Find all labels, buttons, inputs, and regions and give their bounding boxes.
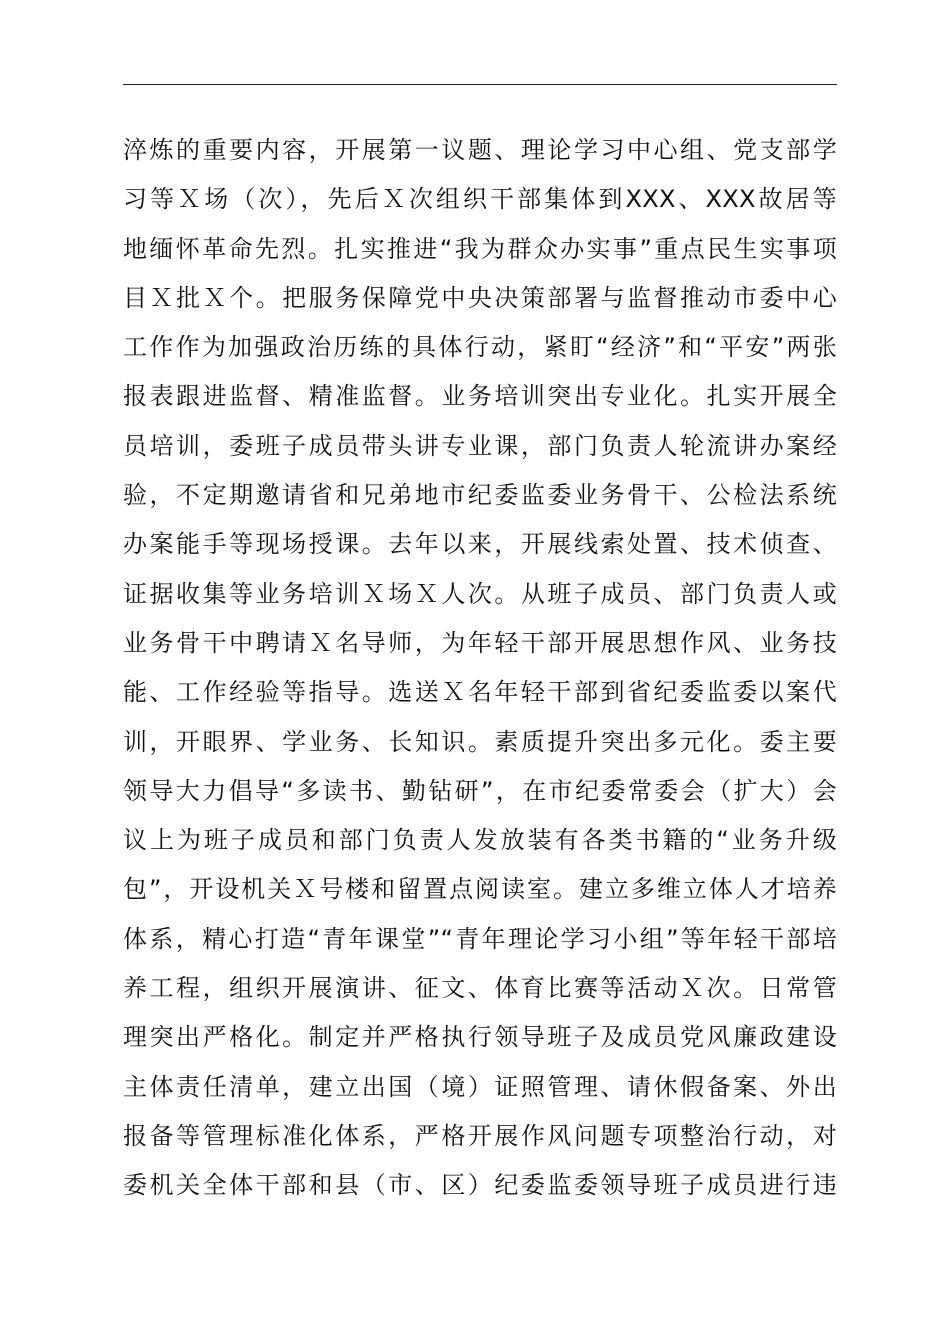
body-paragraph (123, 126, 837, 1211)
text-line: 业务骨干中聘请Ｘ名导师，为年轻干部开展思想作风、业务技 (123, 628, 837, 657)
text-line: 淬炼的重要内容，开展第一议题、理论学习中心组、党支部学 (123, 136, 837, 164)
text-line: 证据收集等业务培训Ｘ场Ｘ人次。从班子成员、部门负责人或 (123, 579, 837, 608)
text-line: 地缅怀革命先烈。扎实推进“我为群众办实事”重点民生实事项 (123, 234, 837, 263)
text-line: 领导大力倡导“多读书、勤钻研”，在市纪委常委会（扩大）会 (123, 776, 837, 805)
text-line: 委机关全体干部和县（市、区）纪委监委领导班子成员进行违 (123, 1171, 837, 1200)
header-rule (123, 84, 837, 85)
text-line: 养工程，组织开展演讲、征文、体育比赛等活动Ｘ次。日常管 (123, 974, 837, 1003)
text-line: 员培训，委班子成员带头讲专业课，部门负责人轮流讲办案经 (123, 431, 837, 460)
text-line: 工作作为加强政治历练的具体行动，紧盯“经济”和“平安”两张 (123, 333, 837, 362)
text-line: 办案能手等现场授课。去年以来，开展线索处置、技术侦查、 (123, 530, 837, 559)
text-line: 包”，开设机关Ｘ号楼和留置点阅读室。建立多维立体人才培养 (123, 875, 837, 904)
text-line: 议上为班子成员和部门负责人发放装有各类书籍的“业务升级 (123, 826, 837, 855)
text-line: 理突出严格化。制定并严格执行领导班子及成员党风廉政建设 (123, 1023, 837, 1052)
text-line: 报表跟进监督、精准监督。业务培训突出专业化。扎实开展全 (123, 382, 837, 411)
text-line: 主体责任清单，建立出国（境）证照管理、请休假备案、外出 (123, 1072, 837, 1101)
text-line: 体系，精心打造“青年课堂”“青年理论学习小组”等年轻干部培 (123, 924, 837, 953)
text-line: 习等Ｘ场（次），先后Ｘ次组织干部集体到XXX、XXX故居等 (123, 185, 837, 214)
text-line: 验，不定期邀请省和兄弟地市纪委监委业务骨干、公检法系统 (123, 481, 837, 510)
text-line: 能、工作经验等指导。选送Ｘ名年轻干部到省纪委监委以案代 (123, 678, 837, 707)
text-line: 报备等管理标准化体系，严格开展作风问题专项整治行动，对 (123, 1121, 837, 1150)
text-line: 训，开眼界、学业务、长知识。素质提升突出多元化。委主要 (123, 727, 837, 756)
text-line: 目Ｘ批Ｘ个。把服务保障党中央决策部署与监督推动市委中心 (123, 283, 837, 312)
